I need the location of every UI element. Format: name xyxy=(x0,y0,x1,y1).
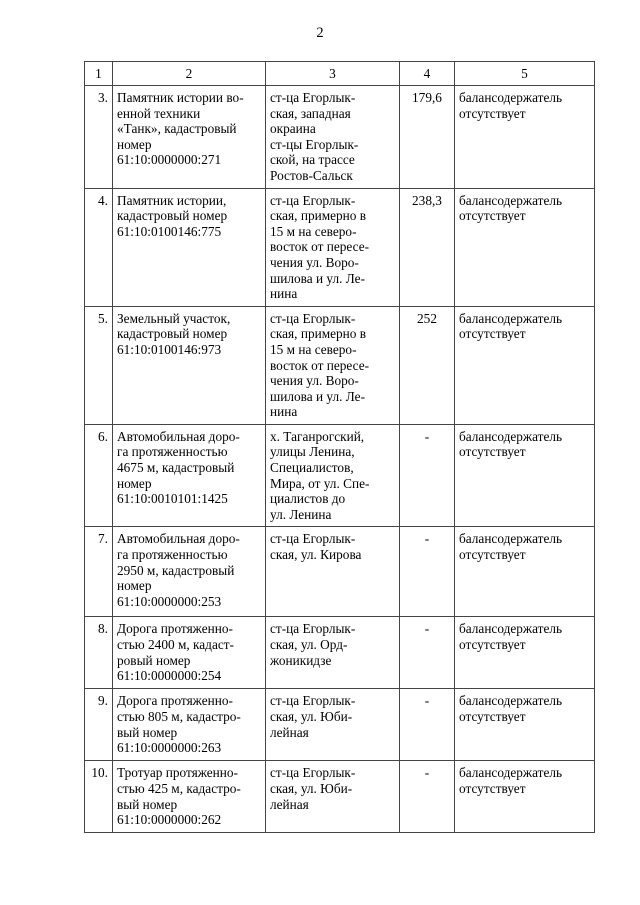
balance-holder-line: балансодержатель xyxy=(459,765,563,781)
balance-holder xyxy=(455,424,595,527)
object-location-line: Мира, от ул. Спе- xyxy=(270,475,370,491)
object-name xyxy=(113,424,266,527)
object-location-line: ст-ца Егорлык- xyxy=(270,531,356,547)
object-location-line: ской, на трассе xyxy=(270,152,355,168)
balance-holder-line: отсутствует xyxy=(459,444,526,460)
balance-holder xyxy=(455,761,595,833)
object-location-line: ская, ул. Юби- xyxy=(270,709,353,725)
object-location-line: ст-ца Егорлык- xyxy=(270,765,356,781)
object-name xyxy=(113,527,266,617)
object-name-line: ровый номер xyxy=(117,652,191,668)
object-area: 179,6 xyxy=(400,86,455,189)
object-location-line: восток от пересе- xyxy=(270,357,370,373)
table-row xyxy=(85,188,595,306)
object-location-line: восток от пересе- xyxy=(270,239,370,255)
object-name-line: номер xyxy=(117,136,152,152)
property-registry-table xyxy=(84,61,595,833)
object-name xyxy=(113,86,266,189)
object-name-line: Дорога протяженно- xyxy=(117,621,233,637)
object-area: 238,3 xyxy=(400,188,455,306)
object-location-line: ская, западная xyxy=(270,105,351,121)
balance-holder-line: отсутствует xyxy=(459,547,526,563)
object-name-line: номер xyxy=(117,578,152,594)
page-number: 2 xyxy=(316,25,324,41)
table-row xyxy=(85,86,595,189)
object-name-line: стью 2400 м, кадаст- xyxy=(117,637,234,653)
object-location-line: ст-ца Егорлык- xyxy=(270,693,356,709)
row-number: 9. xyxy=(85,689,113,761)
table-row xyxy=(85,527,595,617)
row-number: 4. xyxy=(85,188,113,306)
balance-holder-line: отсутствует xyxy=(459,208,526,224)
object-name-line: Памятник истории во- xyxy=(117,90,244,105)
object-location xyxy=(266,86,400,189)
balance-holder-line: балансодержатель xyxy=(459,90,563,105)
object-location xyxy=(266,306,400,424)
balance-holder xyxy=(455,306,595,424)
object-name-line: Памятник истории, xyxy=(117,192,227,208)
header-col-2: 2 xyxy=(113,62,266,86)
header-col-4: 4 xyxy=(400,62,455,86)
object-name-line: «Танк», кадастровый xyxy=(117,121,237,137)
balance-holder xyxy=(455,527,595,617)
object-name xyxy=(113,689,266,761)
row-number: 3. xyxy=(85,86,113,189)
object-location-line: ст-ца Егорлык- xyxy=(270,192,356,208)
balance-holder xyxy=(455,617,595,689)
object-name-line: га протяженностью xyxy=(117,547,228,563)
object-area: - xyxy=(400,689,455,761)
balance-holder-line: балансодержатель xyxy=(459,621,563,637)
object-location-line: нина xyxy=(270,404,298,420)
object-location-line: шилова и ул. Ле- xyxy=(270,270,366,286)
balance-holder-line: отсутствует xyxy=(459,709,526,725)
row-number: 5. xyxy=(85,306,113,424)
object-location xyxy=(266,527,400,617)
object-location xyxy=(266,761,400,833)
object-name-line: кадастровый номер xyxy=(117,326,228,342)
object-name-line: 61:10:0000000:263 xyxy=(117,740,222,756)
balance-holder xyxy=(455,689,595,761)
object-location xyxy=(266,617,400,689)
table-header xyxy=(85,62,595,86)
object-area: - xyxy=(400,761,455,833)
balance-holder xyxy=(455,188,595,306)
table-row xyxy=(85,424,595,527)
object-name-line: 61:10:0000000:253 xyxy=(117,593,222,609)
object-name-line: Тротуар протяженно- xyxy=(117,765,238,781)
object-location-line: ст-цы Егорлык- xyxy=(270,136,359,152)
object-location xyxy=(266,424,400,527)
object-location-line: Специалистов, xyxy=(270,460,354,476)
object-name-line: 4675 м, кадастровый xyxy=(117,460,235,476)
table-row xyxy=(85,689,595,761)
object-location-line: чения ул. Воро- xyxy=(270,254,359,270)
header-col-3: 3 xyxy=(266,62,400,86)
object-name-line: га протяженностью xyxy=(117,444,228,460)
object-name-line: енной техники xyxy=(117,105,201,121)
object-location-line: циалистов до xyxy=(270,491,346,507)
object-location-line: нина xyxy=(270,286,298,302)
object-location-line: ст-ца Егорлык- xyxy=(270,310,356,326)
object-name xyxy=(113,306,266,424)
object-location-line: чения ул. Воро- xyxy=(270,373,359,389)
object-location-line: ская, примерно в xyxy=(270,326,367,342)
object-name-line: номер xyxy=(117,475,152,491)
object-location-line: ст-ца Егорлык- xyxy=(270,621,356,637)
object-location-line: ская, ул. Кирова xyxy=(270,547,362,563)
object-area: - xyxy=(400,527,455,617)
balance-holder-line: отсутствует xyxy=(459,637,526,653)
row-number: 7. xyxy=(85,527,113,617)
object-name-line: 61:10:0010101:1425 xyxy=(117,491,228,507)
object-name-line: Автомобильная доро- xyxy=(117,531,240,547)
object-location-line: лейная xyxy=(270,724,309,740)
object-location-line: х. Таганрогский, xyxy=(270,428,365,444)
object-location-line: ская, ул. Юби- xyxy=(270,781,353,797)
object-area: - xyxy=(400,617,455,689)
balance-holder-line: балансодержатель xyxy=(459,693,563,709)
header-col-1: 1 xyxy=(85,62,113,86)
object-location xyxy=(266,188,400,306)
balance-holder-line: балансодержатель xyxy=(459,310,563,326)
object-location-line: ул. Ленина xyxy=(270,506,332,522)
object-name xyxy=(113,761,266,833)
object-location-line: лейная xyxy=(270,796,309,812)
object-location-line: 15 м на северо- xyxy=(270,223,357,239)
object-name-line: стью 805 м, кадастро- xyxy=(117,709,241,725)
object-location xyxy=(266,689,400,761)
object-name-line: кадастровый номер xyxy=(117,208,228,224)
object-name-line: 61:10:0000000:262 xyxy=(117,812,222,828)
table-row xyxy=(85,306,595,424)
balance-holder-line: отсутствует xyxy=(459,326,526,342)
header-row xyxy=(85,62,595,86)
object-name-line: Земельный участок, xyxy=(117,310,231,326)
balance-holder-line: отсутствует xyxy=(459,781,526,797)
object-name-line: 61:10:0000000:254 xyxy=(117,668,222,684)
object-location-line: ская, ул. Орд- xyxy=(270,637,348,653)
object-location-line: жоникидзе xyxy=(270,652,332,668)
balance-holder-line: отсутствует xyxy=(459,105,526,121)
object-name-line: вый номер xyxy=(117,724,178,740)
object-name-line: 61:10:0100146:973 xyxy=(117,341,222,357)
object-name-line: 61:10:0100146:775 xyxy=(117,223,222,239)
object-area: - xyxy=(400,424,455,527)
object-name-line: стью 425 м, кадастро- xyxy=(117,781,241,797)
table-row xyxy=(85,761,595,833)
object-location-line: окраина xyxy=(270,121,316,137)
row-number: 10. xyxy=(85,761,113,833)
balance-holder xyxy=(455,86,595,189)
row-number: 6. xyxy=(85,424,113,527)
table-body xyxy=(85,86,595,833)
object-location-line: ская, примерно в xyxy=(270,208,367,224)
header-col-5: 5 xyxy=(455,62,595,86)
object-name xyxy=(113,188,266,306)
object-location-line: шилова и ул. Ле- xyxy=(270,388,366,404)
balance-holder-line: балансодержатель xyxy=(459,428,563,444)
object-location-line: Ростов-Сальск xyxy=(270,167,353,183)
balance-holder-line: балансодержатель xyxy=(459,192,563,208)
table-row xyxy=(85,617,595,689)
object-location-line: улицы Ленина, xyxy=(270,444,355,460)
row-number: 8. xyxy=(85,617,113,689)
balance-holder-line: балансодержатель xyxy=(459,531,563,547)
object-name-line: Дорога протяженно- xyxy=(117,693,233,709)
object-name-line: Автомобильная доро- xyxy=(117,428,240,444)
object-location-line: ст-ца Егорлык- xyxy=(270,90,356,105)
object-area: 252 xyxy=(400,306,455,424)
object-name-line: вый номер xyxy=(117,796,178,812)
object-name-line: 61:10:0000000:271 xyxy=(117,152,222,168)
object-name xyxy=(113,617,266,689)
object-location-line: 15 м на северо- xyxy=(270,341,357,357)
object-name-line: 2950 м, кадастровый xyxy=(117,562,235,578)
